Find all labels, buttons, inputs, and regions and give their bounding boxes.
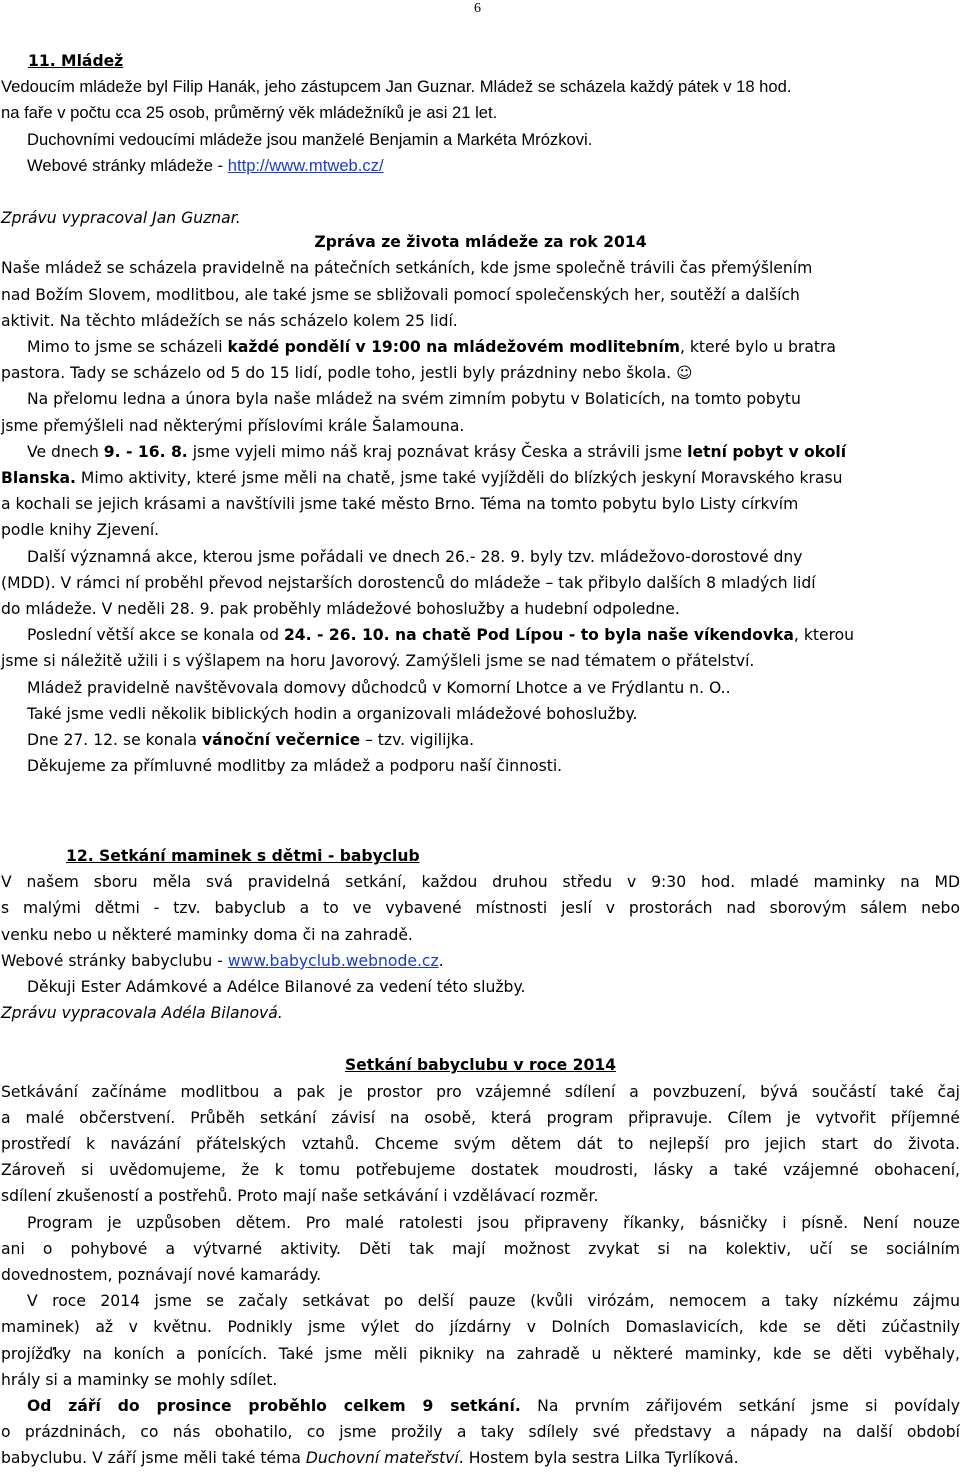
babyclub-web-label: Webové stránky babyclubu - bbox=[1, 951, 228, 970]
babyclub-author: Zprávu vypracovala Adéla Bilanová. bbox=[1, 1004, 283, 1023]
youth-p4-1 bbox=[0, 439, 960, 465]
italic-text: Duchovní mateřství bbox=[305, 1449, 459, 1468]
babyclub-p1-3: venku nebo u některé maminky doma či na zahradě. bbox=[1, 925, 413, 944]
babyclub-q2-3: dovednostem, poznávají nové kamarády. bbox=[1, 1266, 322, 1285]
youth-p2-1 bbox=[0, 334, 960, 360]
youth-p8: Také jsme vedli několik biblických hodin a organizovali mládežové bohoslužby. bbox=[27, 704, 638, 723]
babyclub-q2-2: ani o pohybové a výtvarné aktivity. Děti tak mají možnost zvykat si na kolektiv, učí se sociálním bbox=[1, 1239, 960, 1258]
babyclub-report-title bbox=[0, 1052, 960, 1078]
text: babyclubu. V září jsme měli také téma bbox=[1, 1449, 306, 1468]
text: Ve dnech bbox=[27, 442, 104, 461]
bold-text: Od září do prosince proběhlo celkem 9 setkání. bbox=[27, 1397, 521, 1416]
babyclub-section bbox=[0, 843, 960, 1472]
youth-intro-2: na faře v počtu cca 25 osob, průměrný věk mládežníků je asi 21 let. bbox=[1, 103, 498, 123]
text: . Hostem byla sestra Lilka Tyrlíková. bbox=[458, 1449, 739, 1468]
babyclub-q2-1: Program je uzpůsoben dětem. Pro malé ratolesti jsou připraveny říkanky, básničky i písně. Není nouze bbox=[27, 1213, 960, 1232]
bold-text: 9. - 16. 8. bbox=[103, 442, 188, 461]
text: Na prvním zářijovém setkání jsme si povídaly bbox=[520, 1397, 960, 1416]
youth-p5-3: do mládeže. V neděli 28. 9. pak proběhly mládežové bohoslužby a hudební odpoledne. bbox=[1, 600, 680, 619]
youth-p6-1 bbox=[0, 622, 960, 648]
text: . bbox=[438, 951, 444, 970]
babyclub-q4-3 bbox=[0, 1445, 960, 1471]
youth-p1-1: Naše mládež se scházela pravidelně na pátečních setkáních, kde jsme společně trávili čas přemýšlením bbox=[1, 259, 813, 278]
youth-p2-2: pastora. Tady se scházelo od 5 do 15 lidí, podle toho, jestli byly prázdniny nebo škola. ☺ bbox=[1, 364, 693, 383]
youth-section bbox=[0, 48, 960, 779]
youth-p10: Děkujeme za přímluvné modlitby za mládež a podporu naší činnosti. bbox=[27, 757, 563, 776]
youth-web-label: Webové stránky mládeže - bbox=[27, 155, 228, 175]
text: Mimo to jsme se scházeli bbox=[27, 338, 228, 357]
text: , které bylo u bratra bbox=[679, 338, 836, 357]
youth-p1-2: nad Božím Slovem, modlitbou, ale také jsme se sbližovali pomocí společenských her, soutěží a dalších bbox=[1, 285, 800, 304]
youth-intro-1: Vedoucím mládeže byl Filip Hanák, jeho zástupcem Jan Guznar. Mládež se scházela každý pátek v 18 hod. bbox=[1, 77, 792, 97]
babyclub-q1-5: sdílení zkušeností a postřehů. Proto mají naše setkávání i vzdělávací rozměr. bbox=[1, 1187, 599, 1206]
bold-text: každé pondělí v 19:00 na mládežovém modlitebním bbox=[227, 338, 680, 357]
youth-report-title bbox=[0, 229, 960, 255]
youth-intro-3: Duchovními vedoucími mládeže jsou manželé Benjamin a Markéta Mrózkovi. bbox=[27, 129, 593, 149]
babyclub-web-link[interactable]: www.babyclub.webnode.cz bbox=[227, 951, 439, 970]
text: , kterou bbox=[793, 626, 855, 645]
youth-author: Zprávu vypracoval Jan Guznar. bbox=[1, 209, 241, 228]
babyclub-q4-1 bbox=[0, 1393, 960, 1419]
babyclub-q3-1: V roce 2014 jsme se začaly setkávat po delší pauze (kvůli virózám, nemocem a taky nízkému zájmu bbox=[27, 1292, 960, 1311]
text: Dne 27. 12. se konala bbox=[27, 731, 202, 750]
babyclub-web bbox=[0, 948, 960, 974]
youth-p3-2: jsme přemýšleli nad některými příslovími krále Šalamouna. bbox=[1, 416, 465, 435]
bold-text: vánoční večernice bbox=[201, 731, 361, 750]
youth-p5-1: Další významná akce, kterou jsme pořádali ve dnech 26.- 28. 9. byly tzv. mládežovo-dorostové dny bbox=[27, 547, 803, 566]
youth-p4-2 bbox=[0, 465, 960, 491]
text: Mimo aktivity, které jsme měli na chatě, jsme také vyjížděli do blízkých jeskyní Moravského krasu bbox=[75, 469, 843, 488]
spacer bbox=[0, 179, 960, 205]
youth-p5-2: (MDD). V rámci ní proběhl převod nejstarších dorostenců do mládeže – tak přibylo dalších 8 mladých lidí bbox=[1, 573, 816, 592]
babyclub-thanks: Děkuji Ester Adámkové a Adélce Bilanové za vedení této služby. bbox=[27, 978, 526, 997]
babyclub-q3-4: hrály si a maminky se mohly sdílet. bbox=[1, 1370, 278, 1389]
babyclub-heading: 12. Setkání maminek s dětmi - babyclub bbox=[66, 847, 420, 865]
babyclub-q1-4: Zároveň si uvědomujeme, že k tomu potřebujeme dostatek moudrosti, lásky a také vzájemné obohacení, bbox=[1, 1161, 960, 1180]
youth-web bbox=[0, 153, 960, 179]
youth-p9 bbox=[0, 727, 960, 753]
page-number: 6 bbox=[474, 1, 481, 16]
babyclub-q4-2: o prázdninách, co nás obohatilo, co jsme prožily a taky sdílely své představy a nápady na další období bbox=[1, 1423, 960, 1442]
bold-text: 24. - 26. 10. na chatě Pod Lípou - to byla naše víkendovka bbox=[283, 626, 794, 645]
babyclub-report-title-text: Setkání babyclubu v roce 2014 bbox=[344, 1056, 617, 1075]
bold-text: letní pobyt v okolí bbox=[687, 442, 847, 461]
text: Poslední větší akce se konala od bbox=[27, 626, 284, 645]
youth-p3-1: Na přelomu ledna a února byla naše mládež na svém zimním pobytu v Bolaticích, na tomto pobytu bbox=[27, 390, 801, 409]
youth-p7: Mládež pravidelně navštěvovala domovy důchodců v Komorní Lhotce a ve Frýdlantu n. O.. bbox=[27, 678, 731, 697]
text: jsme vyjeli mimo náš kraj poznávat krásy Česka a strávili jsme bbox=[187, 442, 688, 461]
youth-p6-2: jsme si náležitě užili i s výšlapem na horu Javorový. Zamýšleli jsme se nad tématem o přátelství. bbox=[1, 652, 755, 671]
babyclub-p1-1: V našem sboru měla svá pravidelná setkání, každou druhou středu v 9:30 hod. mladé maminky na MD bbox=[1, 873, 960, 892]
youth-heading: 11. Mládež bbox=[28, 52, 124, 70]
youth-web-link[interactable]: http://www.mtweb.cz/ bbox=[227, 155, 384, 175]
youth-p4-4: podle knihy Zjevení. bbox=[1, 521, 160, 540]
youth-report-title-text: Zpráva ze života mládeže za rok 2014 bbox=[314, 233, 647, 252]
babyclub-q1-1: Setkávání začínáme modlitbou a pak je prostor pro vzájemné sdílení a povzbuzení, bývá součástí také čaj bbox=[1, 1082, 960, 1101]
spacer bbox=[0, 1026, 960, 1052]
babyclub-p1-2: s malými dětmi - tzv. babyclub a to ve vybavené místnosti jeslí v prostorách nad sborovým sálem nebo bbox=[1, 899, 960, 918]
youth-p4-3: a kochali se jejich krásami a navštívili jsme také město Brno. Téma na tomto pobytu bylo Listy církvím bbox=[1, 495, 799, 514]
youth-p1-3: aktivit. Na těchto mládežích se nás scházelo kolem 25 lidí. bbox=[1, 311, 458, 330]
text: – tzv. vigilijka. bbox=[360, 731, 475, 750]
babyclub-q1-2: a malé občerstvení. Průběh setkání závisí na osobě, která program připravuje. Cílem je vytvořit příjemné bbox=[1, 1108, 960, 1127]
babyclub-q3-2: maminek) až v květnu. Podnikly jsme výlet do jízdárny v Dolních Domaslavicích, kde se děti zúčastnily bbox=[1, 1318, 960, 1337]
babyclub-q3-3: projížďky na koních a ponících. Také jsme měli pikniky na zahradě u některé maminky, kde se děti vyběhaly, bbox=[1, 1344, 960, 1363]
bold-text: Blanska. bbox=[1, 469, 76, 488]
babyclub-q1-3: prostředí k navázání přátelských vztahů. Chceme svým dětem dát to nejlepší pro jejich start do života. bbox=[1, 1135, 960, 1154]
